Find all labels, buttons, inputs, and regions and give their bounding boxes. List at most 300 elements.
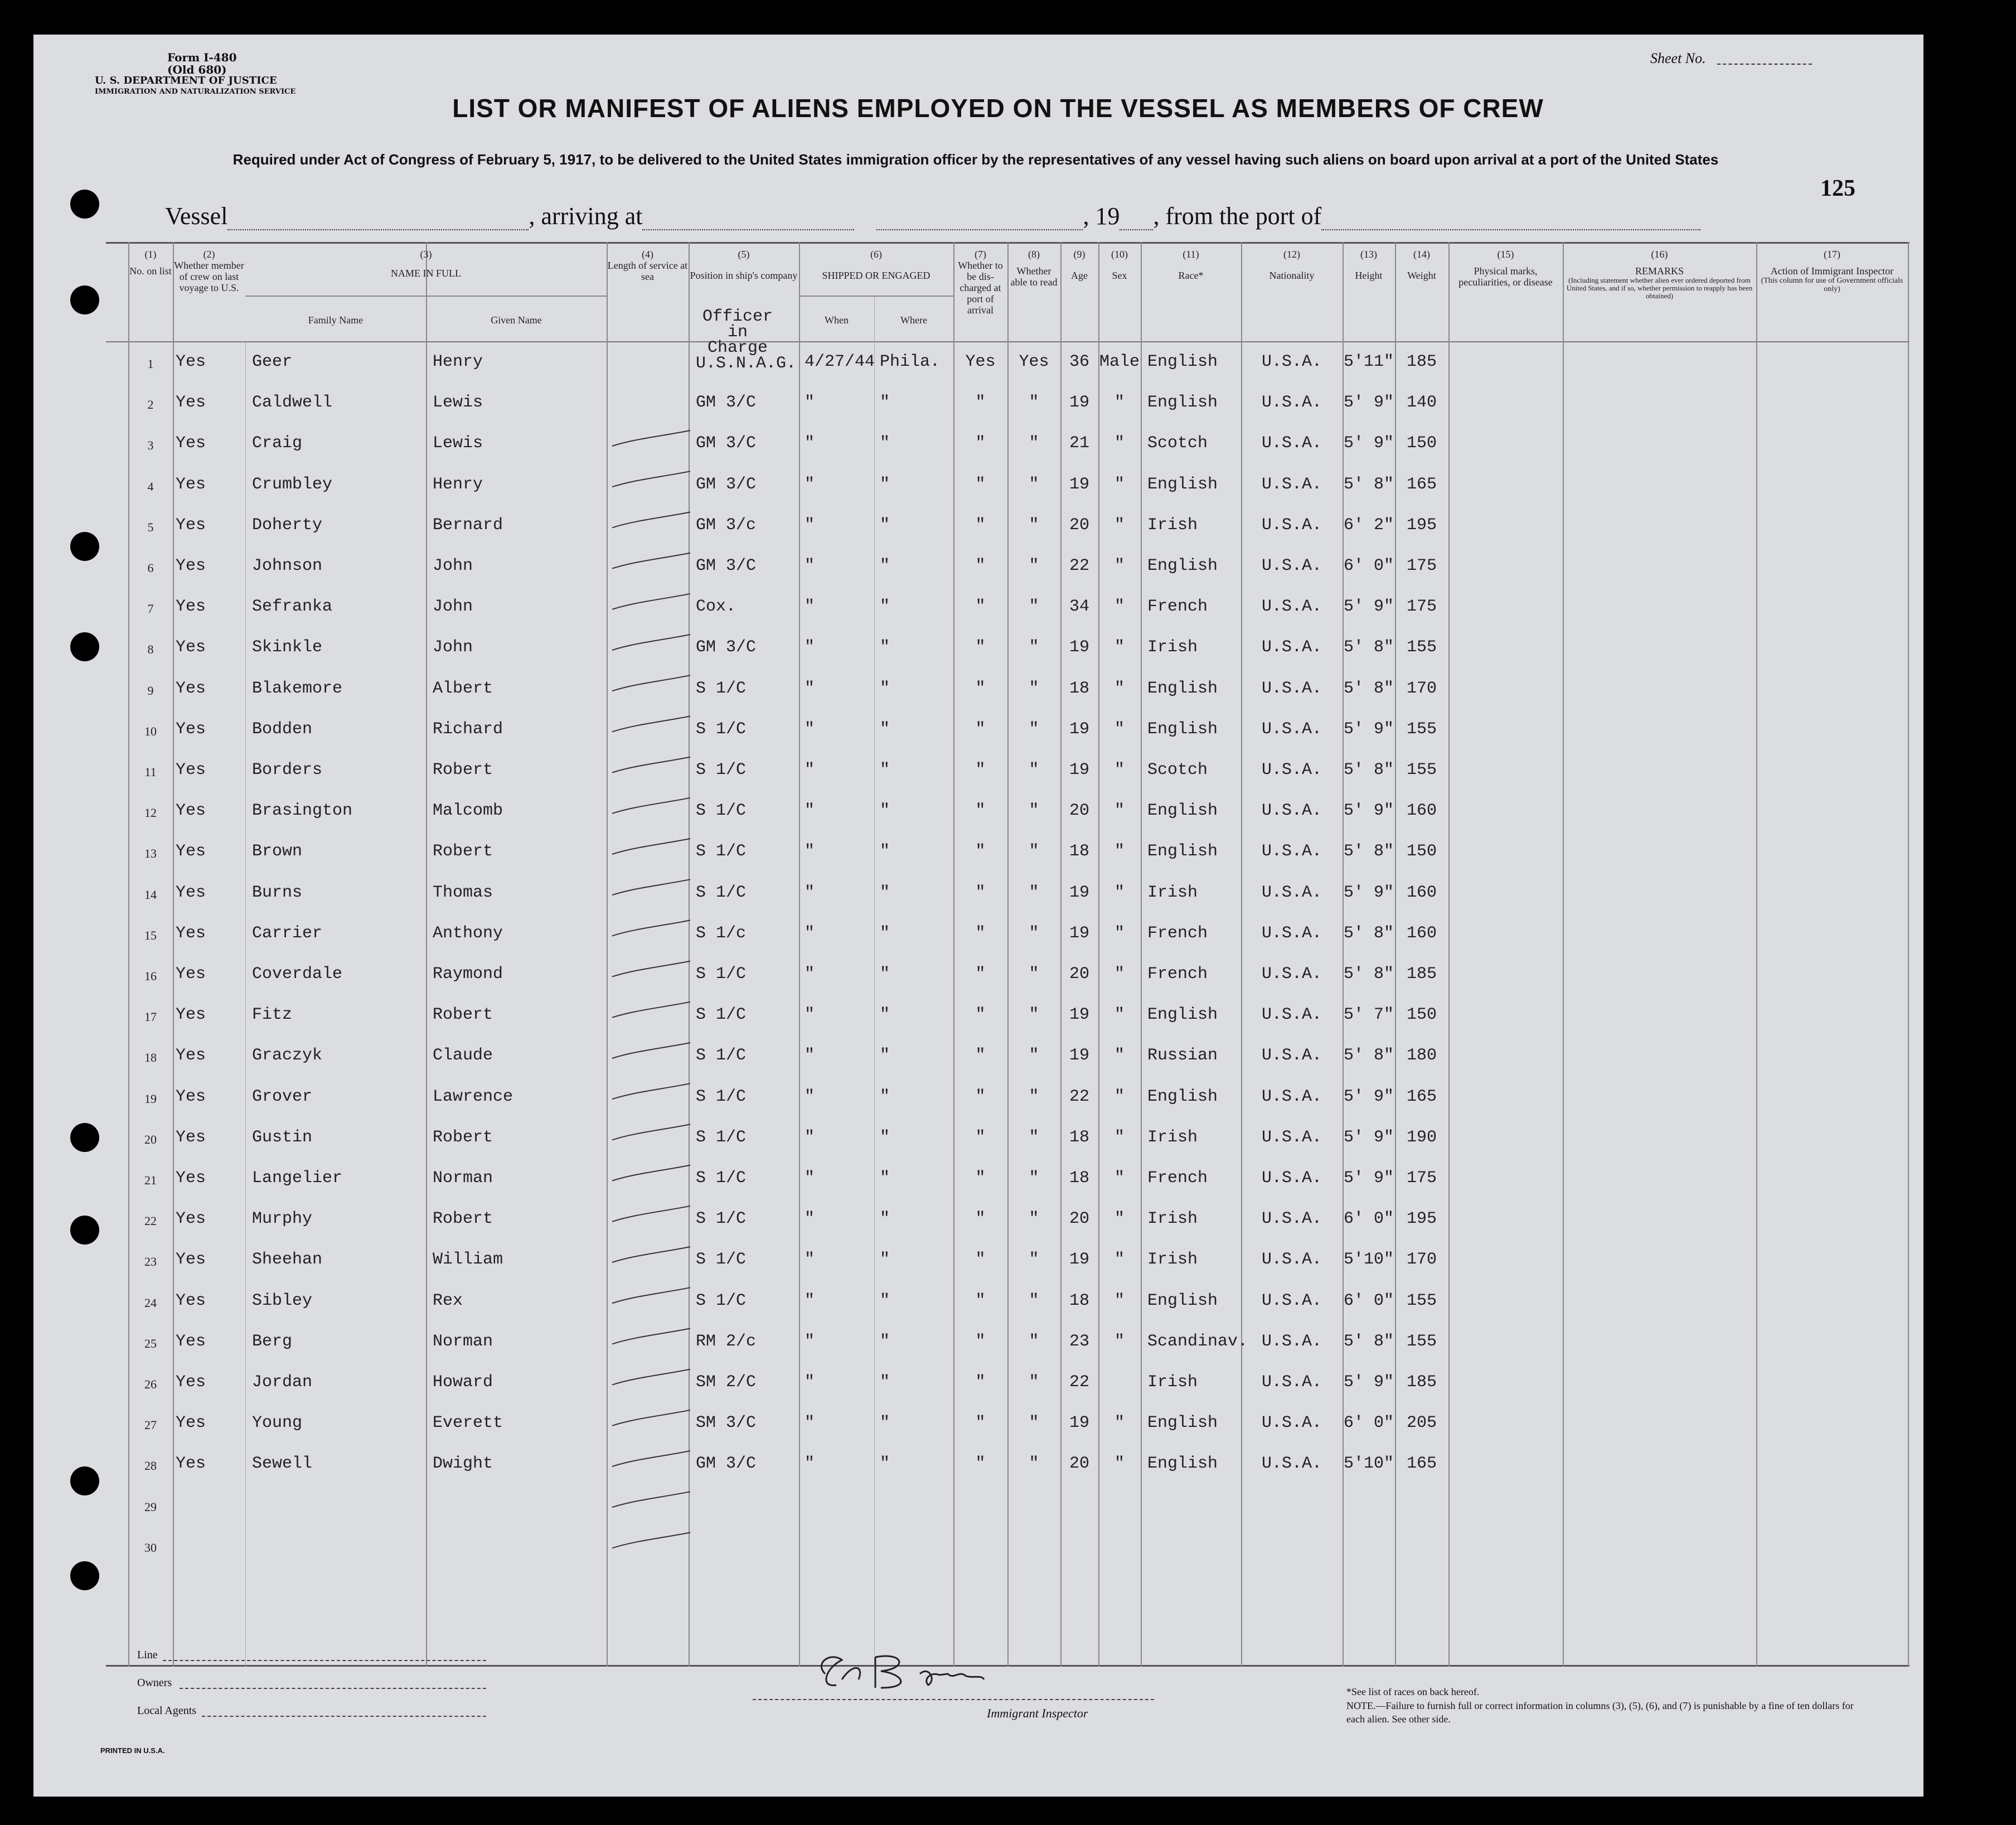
service-dash-mark (612, 879, 690, 895)
cell-shipped-when: " (805, 761, 815, 780)
cell-shipped-when: " (805, 556, 815, 575)
cell-able-to-read: " (1029, 719, 1039, 739)
cell-age: 20 (1069, 1209, 1089, 1229)
line-label: Line (137, 1649, 158, 1661)
cell-crew-last-voyage: Yes (176, 352, 206, 371)
cell-given-name: Thomas (433, 883, 493, 902)
cell-discharged: " (975, 719, 986, 739)
cell-weight: 195 (1406, 1209, 1437, 1229)
cell-shipped-when: " (805, 1291, 815, 1310)
table-row (106, 873, 1910, 912)
cell-shipped-where: " (880, 1332, 890, 1351)
sheet-no-field[interactable] (1717, 64, 1812, 65)
arriving-field[interactable] (642, 212, 854, 230)
owners-label: Owners (137, 1677, 172, 1689)
table-row (106, 751, 1910, 790)
service-dash-mark (612, 594, 690, 609)
table-row (106, 546, 1910, 585)
cell-weight: 185 (1406, 352, 1437, 371)
cell-height: 6' 0" (1343, 1209, 1394, 1229)
vessel-line (165, 202, 1700, 230)
cell-age: 21 (1069, 434, 1089, 453)
from-port-label: , from the port of (1153, 202, 1322, 230)
service-dash-mark (612, 1532, 690, 1548)
cell-family-name: Burns (252, 883, 303, 902)
cell-row-number: 30 (144, 1540, 157, 1555)
cell-given-name: Robert (433, 761, 493, 780)
table-row (106, 1322, 1910, 1361)
cell-race: Irish (1147, 515, 1198, 535)
cell-sex: " (1114, 842, 1125, 861)
cell-able-to-read: " (1029, 1291, 1039, 1310)
col-header-age: (9) Age (1071, 249, 1088, 281)
cell-weight: 205 (1406, 1413, 1437, 1433)
cell-family-name: Sewell (252, 1454, 313, 1474)
cell-position: Officer in Charge U.S.N.A.G. (696, 307, 797, 373)
cell-race: English (1147, 1454, 1218, 1474)
cell-nationality: U.S.A. (1261, 761, 1322, 780)
cell-crew-last-voyage: Yes (176, 393, 206, 413)
punch-hole (70, 285, 99, 314)
cell-sex: " (1114, 393, 1125, 413)
cell-shipped-where: " (880, 393, 890, 413)
cell-height: 5' 9" (1343, 434, 1394, 453)
cell-nationality: U.S.A. (1261, 801, 1322, 821)
cell-able-to-read: " (1029, 393, 1039, 413)
punch-hole (70, 1216, 99, 1245)
cell-age: 19 (1069, 475, 1089, 494)
cell-height: 5' 8" (1343, 475, 1394, 494)
service-dash-mark (612, 1328, 690, 1344)
cell-shipped-when: " (805, 801, 815, 821)
col-header-remarks: (16) REMARKS (Including statement whether alien ever ordered deported from United States, and if so, whether permission to reapply has been obtained) (1566, 249, 1753, 300)
cell-nationality: U.S.A. (1261, 556, 1322, 575)
cell-height: 5'10" (1343, 1250, 1394, 1270)
cell-weight: 160 (1406, 923, 1437, 943)
department: U. S. DEPARTMENT OF JUSTICE (95, 75, 277, 86)
year-field[interactable] (1120, 212, 1153, 230)
cell-crew-last-voyage: Yes (176, 1332, 206, 1351)
cell-nationality: U.S.A. (1261, 393, 1322, 413)
cell-nationality: U.S.A. (1261, 1291, 1322, 1310)
cell-weight: 165 (1406, 475, 1437, 494)
cell-given-name: John (433, 638, 473, 657)
cell-row-number: 7 (147, 602, 154, 616)
cell-discharged: " (975, 1413, 986, 1433)
cell-sex: " (1114, 638, 1125, 657)
col-header-position: (5) Position in ship's company (690, 249, 798, 281)
col-header-where: Where (900, 314, 927, 326)
cell-crew-last-voyage: Yes (176, 1413, 206, 1433)
cell-height: 5' 7" (1343, 1005, 1394, 1025)
service-dash-mark (612, 553, 690, 569)
cell-row-number: 26 (144, 1377, 157, 1391)
service-dash-mark (612, 1451, 690, 1466)
cell-row-number: 19 (144, 1091, 157, 1106)
cell-discharged: " (975, 597, 986, 617)
cell-height: 5' 8" (1343, 842, 1394, 861)
sheet-no-label: Sheet No. (1650, 50, 1706, 66)
inspector-signature (792, 1640, 1082, 1702)
year-label: , 19 (1083, 202, 1120, 230)
cell-race: English (1147, 679, 1218, 698)
cell-discharged: " (975, 638, 986, 657)
cell-able-to-read: " (1029, 1332, 1039, 1351)
cell-weight: 155 (1406, 1291, 1437, 1310)
cell-able-to-read: " (1029, 1127, 1039, 1147)
cell-age: 19 (1069, 638, 1089, 657)
cell-sex: " (1114, 719, 1125, 739)
cell-row-number: 8 (147, 642, 154, 657)
cell-given-name: Albert (433, 679, 493, 698)
cell-family-name: Jordan (252, 1373, 313, 1392)
cell-given-name: Everett (433, 1413, 503, 1433)
cell-family-name: Geer (252, 352, 293, 371)
cell-row-number: 16 (144, 969, 157, 983)
cell-weight: 150 (1406, 434, 1437, 453)
cell-crew-last-voyage: Yes (176, 1291, 206, 1310)
cell-position: S 1/C (696, 761, 747, 780)
cell-nationality: U.S.A. (1261, 1454, 1322, 1474)
cell-nationality: U.S.A. (1261, 719, 1322, 739)
cell-shipped-where: " (880, 434, 890, 453)
cell-sex: " (1114, 1046, 1125, 1066)
cell-race: English (1147, 393, 1218, 413)
cell-shipped-where: " (880, 719, 890, 739)
cell-family-name: Bodden (252, 719, 313, 739)
cell-able-to-read: " (1029, 1046, 1039, 1066)
cell-family-name: Sheehan (252, 1250, 323, 1270)
cell-discharged: " (975, 1169, 986, 1188)
cell-able-to-read: " (1029, 1209, 1039, 1229)
cell-height: 5' 8" (1343, 1332, 1394, 1351)
cell-nationality: U.S.A. (1261, 1169, 1322, 1188)
cell-row-number: 18 (144, 1051, 157, 1065)
cell-discharged: " (975, 1373, 986, 1392)
cell-shipped-where: " (880, 842, 890, 861)
cell-weight: 165 (1406, 1454, 1437, 1474)
cell-crew-last-voyage: Yes (176, 1169, 206, 1188)
cell-crew-last-voyage: Yes (176, 842, 206, 861)
punch-hole (70, 1123, 99, 1152)
cell-height: 5' 8" (1343, 761, 1394, 780)
service-dash-mark (612, 1206, 690, 1222)
service-dash-mark (612, 1124, 690, 1140)
cell-shipped-where: " (880, 679, 890, 698)
punch-hole (70, 532, 99, 561)
cell-nationality: U.S.A. (1261, 597, 1322, 617)
cell-family-name: Johnson (252, 556, 323, 575)
cell-sex: " (1114, 515, 1125, 535)
cell-age: 23 (1069, 1332, 1089, 1351)
cell-crew-last-voyage: Yes (176, 1209, 206, 1229)
cell-discharged: " (975, 801, 986, 821)
table-row (106, 669, 1910, 708)
cell-position: S 1/C (696, 883, 747, 902)
table-row (106, 955, 1910, 994)
cell-shipped-where: " (880, 761, 890, 780)
cell-nationality: U.S.A. (1261, 1046, 1322, 1066)
cell-discharged: Yes (965, 352, 996, 371)
cell-shipped-where: " (880, 1127, 890, 1147)
cell-discharged: " (975, 923, 986, 943)
cell-shipped-when: " (805, 719, 815, 739)
cell-family-name: Blakemore (252, 679, 343, 698)
cell-sex: " (1114, 1209, 1125, 1229)
cell-able-to-read: " (1029, 1087, 1039, 1106)
cell-shipped-when: " (805, 1169, 815, 1188)
cell-row-number: 10 (144, 724, 157, 738)
form-old-number: (Old 680) (167, 63, 227, 76)
table-row (106, 1526, 1910, 1565)
punch-hole (70, 1466, 99, 1495)
cell-height: 5'11" (1343, 352, 1394, 371)
cell-shipped-where: " (880, 1046, 890, 1066)
form-number: Form I-480 (167, 51, 237, 64)
cell-race: Scotch (1147, 761, 1208, 780)
cell-shipped-where: " (880, 1454, 890, 1474)
cell-family-name: Gustin (252, 1127, 313, 1147)
col-header-inspector-action: (17) Action of Immigrant Inspector (This column for use of Government officials only) (1761, 249, 1903, 293)
col-header-family-name: Family Name (308, 314, 364, 326)
cell-shipped-where: " (880, 1209, 890, 1229)
cell-race: English (1147, 1005, 1218, 1025)
cell-height: 6' 0" (1343, 1291, 1394, 1310)
cell-age: 20 (1069, 515, 1089, 535)
cell-weight: 140 (1406, 393, 1437, 413)
vessel-field[interactable] (227, 212, 529, 230)
cell-given-name: Anthony (433, 923, 503, 943)
cell-able-to-read: " (1029, 556, 1039, 575)
cell-weight: 160 (1406, 801, 1437, 821)
cell-shipped-where: " (880, 1373, 890, 1392)
inspector-label: Immigrant Inspector (987, 1706, 1088, 1720)
cell-able-to-read: " (1029, 801, 1039, 821)
cell-discharged: " (975, 883, 986, 902)
cell-height: 5' 9" (1343, 883, 1394, 902)
cell-crew-last-voyage: Yes (176, 475, 206, 494)
cell-able-to-read: " (1029, 883, 1039, 902)
cell-able-to-read: " (1029, 842, 1039, 861)
cell-race: French (1147, 1169, 1208, 1188)
table-row (106, 424, 1910, 463)
cell-family-name: Berg (252, 1332, 293, 1351)
cell-age: 19 (1069, 1250, 1089, 1270)
cell-weight: 150 (1406, 1005, 1437, 1025)
cell-shipped-when: " (805, 1373, 815, 1392)
cell-shipped-when: " (805, 1127, 815, 1147)
cell-nationality: U.S.A. (1261, 352, 1322, 371)
cell-age: 34 (1069, 597, 1089, 617)
cell-position: S 1/C (696, 1291, 747, 1310)
cell-family-name: Brasington (252, 801, 353, 821)
cell-crew-last-voyage: Yes (176, 556, 206, 575)
cell-row-number: 23 (144, 1255, 157, 1269)
service-dash-mark (612, 716, 690, 732)
cell-age: 19 (1069, 1046, 1089, 1066)
cell-nationality: U.S.A. (1261, 1127, 1322, 1147)
cell-nationality: U.S.A. (1261, 965, 1322, 984)
cell-sex: " (1114, 1291, 1125, 1310)
cell-crew-last-voyage: Yes (176, 597, 206, 617)
page-number: 125 (1820, 176, 1855, 201)
cell-discharged: " (975, 475, 986, 494)
cell-nationality: U.S.A. (1261, 1209, 1322, 1229)
cell-crew-last-voyage: Yes (176, 434, 206, 453)
cell-position: GM 3/c (696, 515, 757, 535)
cell-race: English (1147, 556, 1218, 575)
cell-given-name: Bernard (433, 515, 503, 535)
cell-weight: 185 (1406, 965, 1437, 984)
cell-age: 18 (1069, 842, 1089, 861)
cell-age: 18 (1069, 1291, 1089, 1310)
table-row (106, 1240, 1910, 1279)
cell-given-name: Norman (433, 1169, 493, 1188)
cell-height: 5' 9" (1343, 1169, 1394, 1188)
cell-height: 5' 8" (1343, 923, 1394, 943)
cell-shipped-when: " (805, 923, 815, 943)
cell-shipped-when: " (805, 475, 815, 494)
cell-family-name: Sibley (252, 1291, 313, 1310)
cell-position: GM 3/C (696, 1454, 757, 1474)
cell-row-number: 12 (144, 806, 157, 820)
cell-family-name: Graczyk (252, 1046, 323, 1066)
cell-position: S 1/c (696, 923, 747, 943)
cell-sex: " (1114, 1005, 1125, 1025)
cell-discharged: " (975, 515, 986, 535)
cell-height: 5' 9" (1343, 1127, 1394, 1147)
col-header-shipped: (6) SHIPPED OR ENGAGED (822, 249, 931, 281)
cell-row-number: 14 (144, 887, 157, 902)
cell-age: 19 (1069, 1005, 1089, 1025)
cell-height: 5' 9" (1343, 719, 1394, 739)
cell-shipped-where: " (880, 801, 890, 821)
cell-able-to-read: " (1029, 515, 1039, 535)
cell-given-name: John (433, 556, 473, 575)
cell-age: 20 (1069, 965, 1089, 984)
cell-family-name: Carrier (252, 923, 323, 943)
cell-crew-last-voyage: Yes (176, 719, 206, 739)
cell-age: 36 (1069, 352, 1089, 371)
cell-position: Cox. (696, 597, 736, 617)
cell-weight: 170 (1406, 1250, 1437, 1270)
cell-crew-last-voyage: Yes (176, 1087, 206, 1106)
cell-shipped-where: " (880, 1413, 890, 1433)
col-header-nationality: (12) Nationality (1269, 249, 1315, 281)
table-row (106, 791, 1910, 830)
punch-hole (70, 632, 99, 661)
cell-crew-last-voyage: Yes (176, 638, 206, 657)
cell-sex: " (1114, 1127, 1125, 1147)
cell-sex: " (1114, 1454, 1125, 1474)
cell-crew-last-voyage: Yes (176, 761, 206, 780)
col-header-no: (1) No. on list (129, 249, 172, 277)
cell-age: 19 (1069, 1413, 1089, 1433)
cell-sex: " (1114, 801, 1125, 821)
cell-sex: " (1114, 883, 1125, 902)
cell-position: S 1/C (696, 801, 747, 821)
cell-discharged: " (975, 1046, 986, 1066)
cell-race: English (1147, 719, 1218, 739)
cell-family-name: Coverdale (252, 965, 343, 984)
cell-race: Irish (1147, 1373, 1198, 1392)
cell-shipped-when: " (805, 515, 815, 535)
printed-in: PRINTED IN U.S.A. (100, 1746, 165, 1755)
cell-able-to-read: " (1029, 923, 1039, 943)
cell-given-name: Norman (433, 1332, 493, 1351)
page-title: LIST OR MANIFEST OF ALIENS EMPLOYED ON THE VESSEL AS MEMBERS OF CREW (452, 94, 1544, 123)
cell-shipped-where: " (880, 923, 890, 943)
cell-nationality: U.S.A. (1261, 842, 1322, 861)
cell-able-to-read: " (1029, 679, 1039, 698)
table-row (106, 995, 1910, 1034)
from-port-field[interactable] (1321, 212, 1700, 230)
table-row (106, 1444, 1910, 1483)
service-dash-mark (612, 430, 690, 446)
cell-age: 19 (1069, 719, 1089, 739)
cell-shipped-where: " (880, 965, 890, 984)
cell-crew-last-voyage: Yes (176, 1250, 206, 1270)
cell-able-to-read: " (1029, 638, 1039, 657)
cell-position: S 1/C (696, 719, 747, 739)
cell-row-number: 22 (144, 1214, 157, 1228)
crew-table (106, 242, 1910, 1667)
cell-row-number: 5 (147, 520, 154, 534)
cell-discharged: " (975, 393, 986, 413)
cell-given-name: Robert (433, 1127, 493, 1147)
service-dash-mark (612, 1165, 690, 1181)
table-row (106, 1159, 1910, 1198)
cell-row-number: 21 (144, 1173, 157, 1187)
arriving-date-field[interactable] (876, 212, 1083, 230)
line-field[interactable] (163, 1660, 486, 1661)
table-row (106, 506, 1910, 545)
cell-family-name: Murphy (252, 1209, 313, 1229)
service-dash-mark (612, 1002, 690, 1018)
cell-able-to-read: " (1029, 597, 1039, 617)
cell-shipped-when: " (805, 638, 815, 657)
local-agents-field[interactable] (202, 1716, 486, 1717)
cell-shipped-when: " (805, 679, 815, 698)
cell-discharged: " (975, 1209, 986, 1229)
cell-crew-last-voyage: Yes (176, 1454, 206, 1474)
cell-race: English (1147, 352, 1218, 371)
cell-given-name: Lewis (433, 393, 483, 413)
cell-family-name: Fitz (252, 1005, 293, 1025)
cell-given-name: Robert (433, 1209, 493, 1229)
col-header-race: (11) Race* (1178, 249, 1204, 281)
cell-discharged: " (975, 1087, 986, 1106)
cell-row-number: 4 (147, 479, 154, 493)
cell-shipped-where: " (880, 1087, 890, 1106)
cell-shipped-where: " (880, 597, 890, 617)
cell-weight: 155 (1406, 638, 1437, 657)
cell-crew-last-voyage: Yes (176, 1005, 206, 1025)
cell-position: RM 2/c (696, 1332, 757, 1351)
cell-sex: " (1114, 556, 1125, 575)
table-row (106, 832, 1910, 871)
owners-field[interactable] (180, 1688, 486, 1689)
col-header-name: (3) NAME IN FULL (391, 249, 461, 279)
cell-discharged: " (975, 1005, 986, 1025)
cell-height: 5' 8" (1343, 679, 1394, 698)
cell-shipped-when: " (805, 883, 815, 902)
cell-position: GM 3/C (696, 434, 757, 453)
cell-nationality: U.S.A. (1261, 515, 1322, 535)
cell-able-to-read: " (1029, 965, 1039, 984)
cell-shipped-when: " (805, 1413, 815, 1433)
page-subtitle: Required under Act of Congress of February 5, 1917, to be delivered to the United States immigration officer by the representatives of any vessel having such aliens on board upon arrival at a port of the United States (232, 151, 1719, 168)
